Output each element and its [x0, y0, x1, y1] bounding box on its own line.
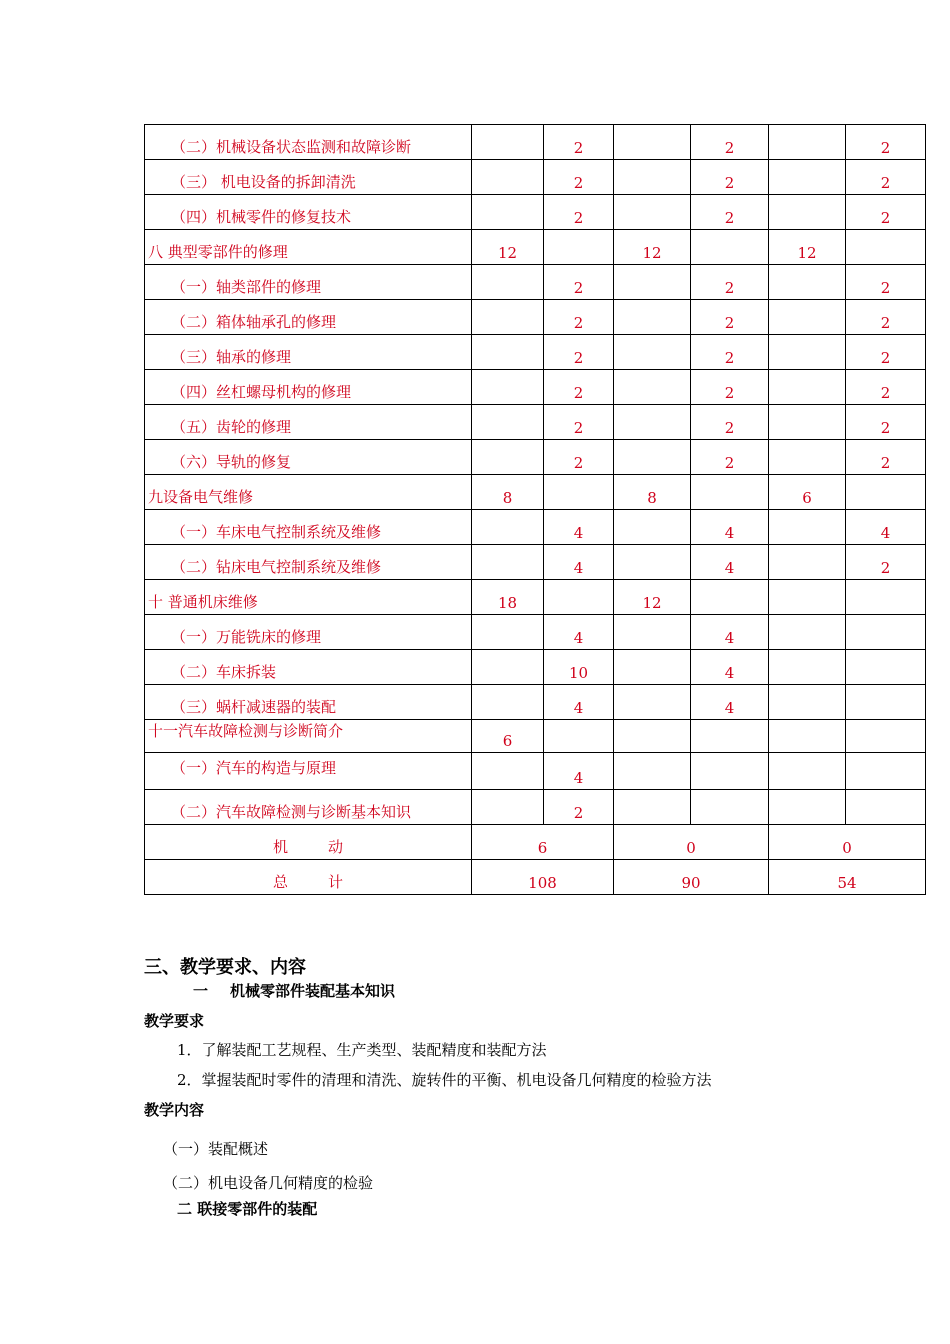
hours-cell: 2: [691, 125, 769, 160]
hours-cell: 2: [691, 370, 769, 405]
chapter-2-title: 二 联接零部件的装配: [177, 1200, 318, 1218]
hours-cell: [769, 440, 846, 475]
chapter-1-name: 机械零部件装配基本知识: [230, 982, 396, 1000]
hours-cell: [691, 753, 769, 790]
hours-cell: 2: [544, 265, 614, 300]
hours-cell: [472, 125, 544, 160]
hours-cell: [769, 300, 846, 335]
hours-cell: [691, 720, 769, 753]
table-row: [145, 440, 926, 475]
chapter-name-cell: 十 普通机床维修: [145, 580, 472, 615]
hours-cell: [544, 580, 614, 615]
table-row: [145, 790, 926, 825]
requirement-item-2: 2．掌握装配时零件的清理和清洗、旋转件的平衡、机电设备几何精度的检验方法: [177, 1071, 712, 1089]
hours-cell: [846, 753, 926, 790]
topic-name-cell: （五）齿轮的修理: [145, 405, 472, 440]
hours-cell: 2: [691, 160, 769, 195]
topic-name-cell: （六）导轨的修复: [145, 440, 472, 475]
hours-cell: [769, 615, 846, 650]
hours-cell: 2: [544, 335, 614, 370]
hours-cell: 2: [544, 440, 614, 475]
table-row: [145, 335, 926, 370]
hours-cell: [472, 300, 544, 335]
hours-cell: [846, 685, 926, 720]
hours-cell: [472, 685, 544, 720]
chapter-name-cell: 十一汽车故障检测与诊断简介: [145, 720, 472, 753]
summary-value-cell: 0: [769, 825, 926, 860]
requirement-item-1: 1．了解装配工艺规程、生产类型、装配精度和装配方法: [177, 1041, 547, 1059]
hours-cell: [472, 160, 544, 195]
summary-label-char-2: 动: [328, 838, 344, 856]
content-item-1: （一）装配概述: [163, 1140, 269, 1158]
hours-cell: 6: [472, 720, 544, 753]
table-row: [145, 650, 926, 685]
topic-name-cell: （二）钻床电气控制系统及维修: [145, 545, 472, 580]
hours-cell: [472, 615, 544, 650]
hours-cell: 2: [544, 160, 614, 195]
hours-cell: 4: [691, 650, 769, 685]
hours-cell: [846, 615, 926, 650]
hours-cell: [614, 790, 691, 825]
table-row: [145, 580, 926, 615]
hours-cell: 6: [769, 475, 846, 510]
hours-cell: [691, 230, 769, 265]
hours-cell: 2: [691, 405, 769, 440]
summary-label-char-1: 机: [272, 838, 288, 856]
hours-cell: 2: [691, 265, 769, 300]
hours-cell: [769, 650, 846, 685]
hours-cell: [769, 405, 846, 440]
hours-cell: [472, 545, 544, 580]
topic-name-cell: （三）蜗杆减速器的装配: [145, 685, 472, 720]
hours-cell: 8: [472, 475, 544, 510]
topic-name-cell: （三） 机电设备的拆卸清洗: [145, 160, 472, 195]
hours-cell: [614, 615, 691, 650]
hours-cell: [769, 125, 846, 160]
hours-cell: 2: [846, 370, 926, 405]
summary-label: [145, 825, 472, 860]
hours-cell: [769, 580, 846, 615]
hours-cell: 12: [769, 230, 846, 265]
hours-cell: [846, 580, 926, 615]
table-row: [145, 300, 926, 335]
summary-label: [145, 860, 472, 895]
hours-cell: [769, 335, 846, 370]
hours-cell: [472, 405, 544, 440]
table-row: [145, 405, 926, 440]
hours-cell: [472, 370, 544, 405]
section-heading: 三、教学要求、内容: [144, 957, 306, 978]
hours-cell: [769, 545, 846, 580]
summary-value-cell: 90: [614, 860, 769, 895]
hours-cell: 10: [544, 650, 614, 685]
topic-name-cell: （四）丝杠螺母机构的修理: [145, 370, 472, 405]
hours-cell: [614, 753, 691, 790]
hours-cell: 2: [846, 405, 926, 440]
hours-cell: 4: [544, 685, 614, 720]
hours-cell: [846, 720, 926, 753]
hours-cell: [472, 440, 544, 475]
hours-cell: [472, 265, 544, 300]
teaching-requirements-label: 教学要求: [144, 1012, 205, 1030]
hours-cell: 2: [544, 405, 614, 440]
summary-value-cell: 54: [769, 860, 926, 895]
hours-cell: 2: [544, 195, 614, 230]
hours-cell: 4: [691, 545, 769, 580]
hours-cell: [614, 195, 691, 230]
hours-cell: 4: [691, 510, 769, 545]
hours-cell: [846, 650, 926, 685]
table-row: [145, 510, 926, 545]
topic-name-cell: （二）箱体轴承孔的修理: [145, 300, 472, 335]
topic-name-cell: （一）汽车的构造与原理: [145, 753, 472, 790]
table-row: [145, 615, 926, 650]
hours-cell: [614, 545, 691, 580]
topic-name-cell: （一）轴类部件的修理: [145, 265, 472, 300]
hours-cell: 2: [544, 300, 614, 335]
content-item-2: （二）机电设备几何精度的检验: [163, 1174, 374, 1192]
hours-cell: 2: [691, 195, 769, 230]
hours-cell: [544, 230, 614, 265]
hours-cell: 2: [846, 545, 926, 580]
table-row: [145, 265, 926, 300]
table-row: [145, 160, 926, 195]
table-row: [145, 685, 926, 720]
hours-cell: [769, 790, 846, 825]
hours-cell: 18: [472, 580, 544, 615]
topic-name-cell: （二）车床拆装: [145, 650, 472, 685]
topic-name-cell: （一）万能铣床的修理: [145, 615, 472, 650]
hours-cell: 2: [846, 300, 926, 335]
hours-cell: [614, 405, 691, 440]
hours-cell: [846, 475, 926, 510]
summary-value-cell: 108: [472, 860, 614, 895]
hours-cell: 12: [614, 230, 691, 265]
hours-cell: 4: [691, 615, 769, 650]
hours-cell: 2: [691, 335, 769, 370]
summary-value-cell: 6: [472, 825, 614, 860]
hours-cell: [472, 790, 544, 825]
topic-name-cell: （一）车床电气控制系统及维修: [145, 510, 472, 545]
hours-cell: [614, 300, 691, 335]
hours-table: [144, 124, 926, 895]
hours-cell: 4: [544, 753, 614, 790]
hours-cell: 4: [544, 545, 614, 580]
chapter-1-title: [193, 980, 395, 1001]
hours-cell: [769, 720, 846, 753]
table-row: [145, 753, 926, 790]
hours-cell: 2: [846, 195, 926, 230]
table-row: [145, 720, 926, 753]
hours-cell: [769, 685, 846, 720]
hours-cell: [691, 475, 769, 510]
hours-cell: 2: [846, 125, 926, 160]
hours-cell: [472, 650, 544, 685]
hours-cell: 2: [846, 265, 926, 300]
table-row: [145, 370, 926, 405]
hours-cell: [614, 335, 691, 370]
hours-cell: [614, 685, 691, 720]
hours-cell: 4: [691, 685, 769, 720]
hours-cell: [846, 790, 926, 825]
table-row: [145, 545, 926, 580]
table-row: [145, 475, 926, 510]
table-row: [145, 125, 926, 160]
hours-cell: [769, 195, 846, 230]
hours-cell: 4: [544, 510, 614, 545]
hours-cell: [614, 125, 691, 160]
hours-cell: 8: [614, 475, 691, 510]
hours-cell: [691, 580, 769, 615]
hours-cell: [472, 753, 544, 790]
hours-cell: [769, 370, 846, 405]
hours-cell: [472, 510, 544, 545]
hours-cell: [472, 195, 544, 230]
chapter-name-cell: 八 典型零部件的修理: [145, 230, 472, 265]
hours-cell: 2: [691, 440, 769, 475]
hours-cell: 4: [846, 510, 926, 545]
table-row: [145, 230, 926, 265]
hours-cell: [544, 475, 614, 510]
hours-cell: [544, 720, 614, 753]
hours-cell: [846, 230, 926, 265]
topic-name-cell: （四）机械零件的修复技术: [145, 195, 472, 230]
topic-name-cell: （三）轴承的修理: [145, 335, 472, 370]
hours-cell: [691, 790, 769, 825]
hours-cell: 2: [544, 370, 614, 405]
summary-label-char-2: 计: [328, 873, 344, 891]
summary-value-cell: 0: [614, 825, 769, 860]
hours-cell: [769, 265, 846, 300]
hours-cell: [614, 440, 691, 475]
hours-cell: 2: [691, 300, 769, 335]
hours-cell: 2: [846, 440, 926, 475]
summary-row: [145, 860, 926, 895]
hours-cell: 2: [846, 160, 926, 195]
hours-cell: 2: [846, 335, 926, 370]
hours-cell: [769, 510, 846, 545]
hours-cell: 2: [544, 790, 614, 825]
hours-cell: [614, 720, 691, 753]
hours-cell: [769, 753, 846, 790]
summary-row: [145, 825, 926, 860]
topic-name-cell: （二）机械设备状态监测和故障诊断: [145, 125, 472, 160]
hours-cell: [614, 650, 691, 685]
hours-cell: [614, 265, 691, 300]
topic-name-cell: （二）汽车故障检测与诊断基本知识: [145, 790, 472, 825]
summary-label-char-1: 总: [272, 873, 288, 891]
hours-cell: [614, 160, 691, 195]
hours-cell: 2: [544, 125, 614, 160]
hours-cell: 12: [614, 580, 691, 615]
hours-cell: 4: [544, 615, 614, 650]
chapter-1-number: 一: [193, 982, 209, 1000]
table-row: [145, 195, 926, 230]
hours-cell: 12: [472, 230, 544, 265]
hours-cell: [614, 510, 691, 545]
hours-cell: [472, 335, 544, 370]
chapter-name-cell: 九设备电气维修: [145, 475, 472, 510]
hours-cell: [769, 160, 846, 195]
hours-cell: [614, 370, 691, 405]
teaching-content-label: 教学内容: [144, 1101, 205, 1119]
